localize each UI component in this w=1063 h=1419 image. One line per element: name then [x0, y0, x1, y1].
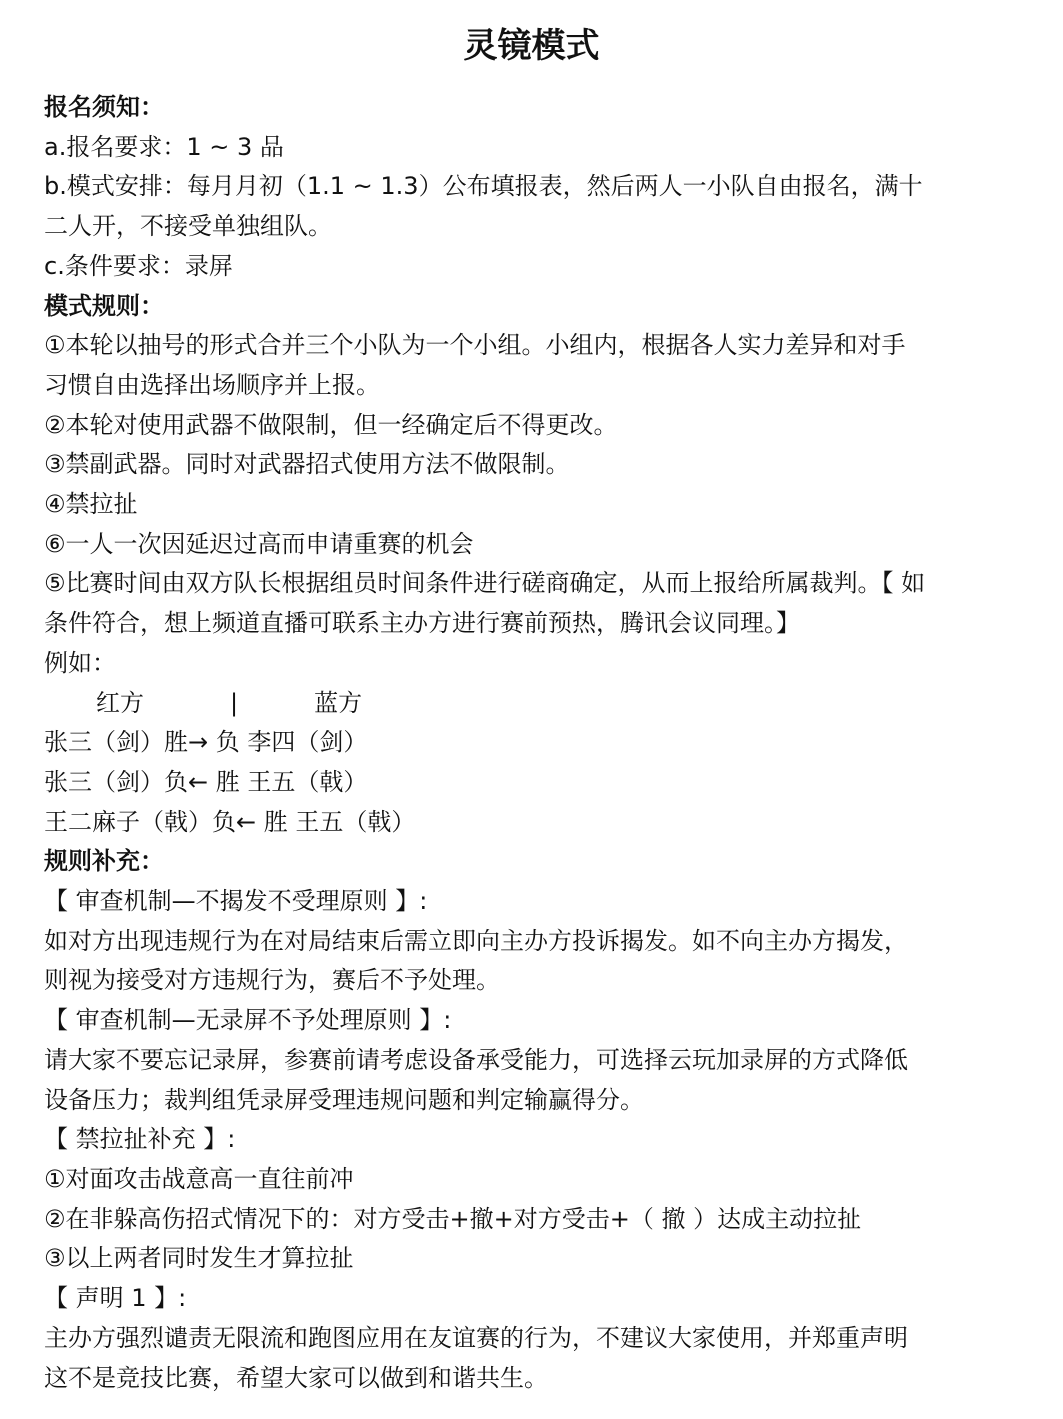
rule-4: ④禁拉扯	[44, 490, 138, 519]
registration-item-b-line1: b.模式安排：每月月初（1.1 ~ 1.3）公布填报表，然后两人一小队自由报名，满十	[44, 172, 923, 201]
supplement-1-line1: 如对方出现违规行为在对局结束后需立即向主办方投诉揭发。如不向主办方揭发，	[44, 926, 908, 955]
supplement-3-item-3: ③以上两者同时发生才算拉扯	[44, 1244, 354, 1273]
registration-item-a: a.报名要求：1 ~ 3 品	[44, 132, 284, 161]
supplement-2-title: 【 审查机制—无录屏不予处理原则 】:	[44, 1006, 452, 1035]
rules-heading: 模式规则：	[44, 291, 164, 320]
registration-item-b-line2: 二人开，不接受单独组队。	[44, 212, 332, 241]
supplement-2-line2: 设备压力；裁判组凭录屏受理违规问题和判定输赢得分。	[44, 1085, 644, 1114]
supplement-1-title: 【 审查机制—不揭发不受理原则 】:	[44, 887, 428, 916]
example-header	[44, 684, 1019, 724]
rule-3: ③禁副武器。同时对武器招式使用方法不做限制。	[44, 450, 570, 479]
supplement-4-line2: 这不是竞技比赛，希望大家可以做到和谐共生。	[44, 1363, 548, 1392]
example-row: 王二麻子（戟）负← 胜 王五（戟）	[44, 807, 416, 836]
team-separator: |	[230, 688, 239, 717]
supplement-4-line1: 主办方强烈谴责无限流和跑图应用在友谊赛的行为，不建议大家使用，并郑重声明	[44, 1323, 908, 1352]
example-row: 张三（剑）负← 胜 王五（戟）	[44, 767, 368, 796]
registration-heading: 报名须知：	[44, 93, 164, 121]
example-row: 张三（剑）胜→ 负 李四（剑）	[44, 728, 368, 757]
rule-1-line2: 习惯自由选择出场顺序并上报。	[44, 370, 380, 399]
rule-1-line1: ①本轮以抽号的形式合并三个小队为一个小组。小组内，根据各人实力差异和对手	[44, 331, 906, 360]
red-team-label: 红方	[96, 688, 144, 717]
rule-6: ⑥一人一次因延迟过高而申请重赛的机会	[44, 529, 474, 558]
blue-team-label: 蓝方	[314, 688, 363, 717]
rule-2: ②本轮对使用武器不做限制，但一经确定后不得更改。	[44, 410, 618, 439]
rule-5-line1: ⑤比赛时间由双方队长根据组员时间条件进行磋商确定，从而上报给所属裁判。【 如	[44, 569, 926, 598]
supplement-heading: 规则补充：	[44, 847, 164, 876]
supplement-2-line1: 请大家不要忘记录屏，参赛前请考虑设备承受能力，可选择云玩加录屏的方式降低	[44, 1045, 908, 1074]
registration-item-c: c.条件要求：录屏	[44, 251, 233, 280]
rule-5-line2: 条件符合，想上频道直播可联系主办方进行赛前预热，腾讯会议同理。】	[44, 609, 800, 638]
supplement-3-item-1: ①对面攻击战意高一直往前冲	[44, 1164, 354, 1193]
supplement-4-title: 【 声明 1 】:	[44, 1284, 187, 1313]
example-label: 例如：	[44, 648, 116, 677]
page-title: 灵镜模式	[463, 26, 600, 66]
supplement-1-line2: 则视为接受对方违规行为，赛后不予处理。	[44, 966, 500, 995]
supplement-3-item-2: ②在非躲高伤招式情况下的：对方受击+撤+对方受击+（ 撤 ）达成主动拉扯	[44, 1204, 862, 1233]
supplement-3-title: 【 禁拉扯补充 】:	[44, 1125, 236, 1154]
